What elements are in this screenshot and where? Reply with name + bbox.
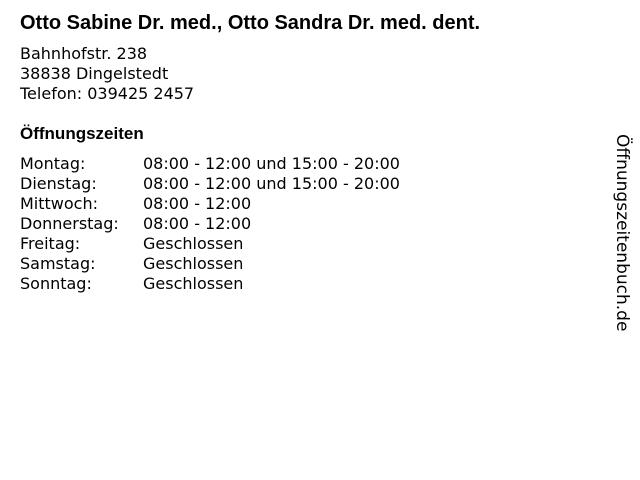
hours-row-tuesday [20,174,400,194]
day-label: Sonntag: [20,274,92,293]
hours-value: 08:00 - 12:00 und 15:00 - 20:00 [143,154,400,173]
opening-hours-heading: Öffnungszeiten [20,124,144,143]
hours-row-wednesday [20,194,400,214]
hours-value: Geschlossen [143,234,244,253]
hours-value: 08:00 - 12:00 [143,214,252,233]
site-brand-vertical-text: Öffnungszeitenbuch.de [612,134,632,332]
hours-row-thursday [20,214,400,234]
day-label: Freitag: [20,234,81,253]
hours-value: 08:00 - 12:00 und 15:00 - 20:00 [143,174,400,193]
day-label: Montag: [20,154,86,173]
phone-number: Telefon: 039425 2457 [20,84,195,103]
city-address: 38838 Dingelstedt [20,64,169,83]
page-title: Otto Sabine Dr. med., Otto Sandra Dr. med. dent. [20,12,481,34]
hours-row-friday [20,234,400,254]
day-label: Mittwoch: [20,194,98,213]
hours-value: Geschlossen [143,254,244,273]
hours-row-monday [20,154,400,174]
hours-value: Geschlossen [143,274,244,293]
street-address: Bahnhofstr. 238 [20,44,148,63]
hours-row-saturday [20,254,400,274]
hours-value: 08:00 - 12:00 [143,194,252,213]
address-block [20,44,194,104]
day-label: Samstag: [20,254,96,273]
day-label: Donnerstag: [20,214,119,233]
opening-hours-table [20,154,400,294]
day-label: Dienstag: [20,174,97,193]
hours-row-sunday [20,274,400,294]
